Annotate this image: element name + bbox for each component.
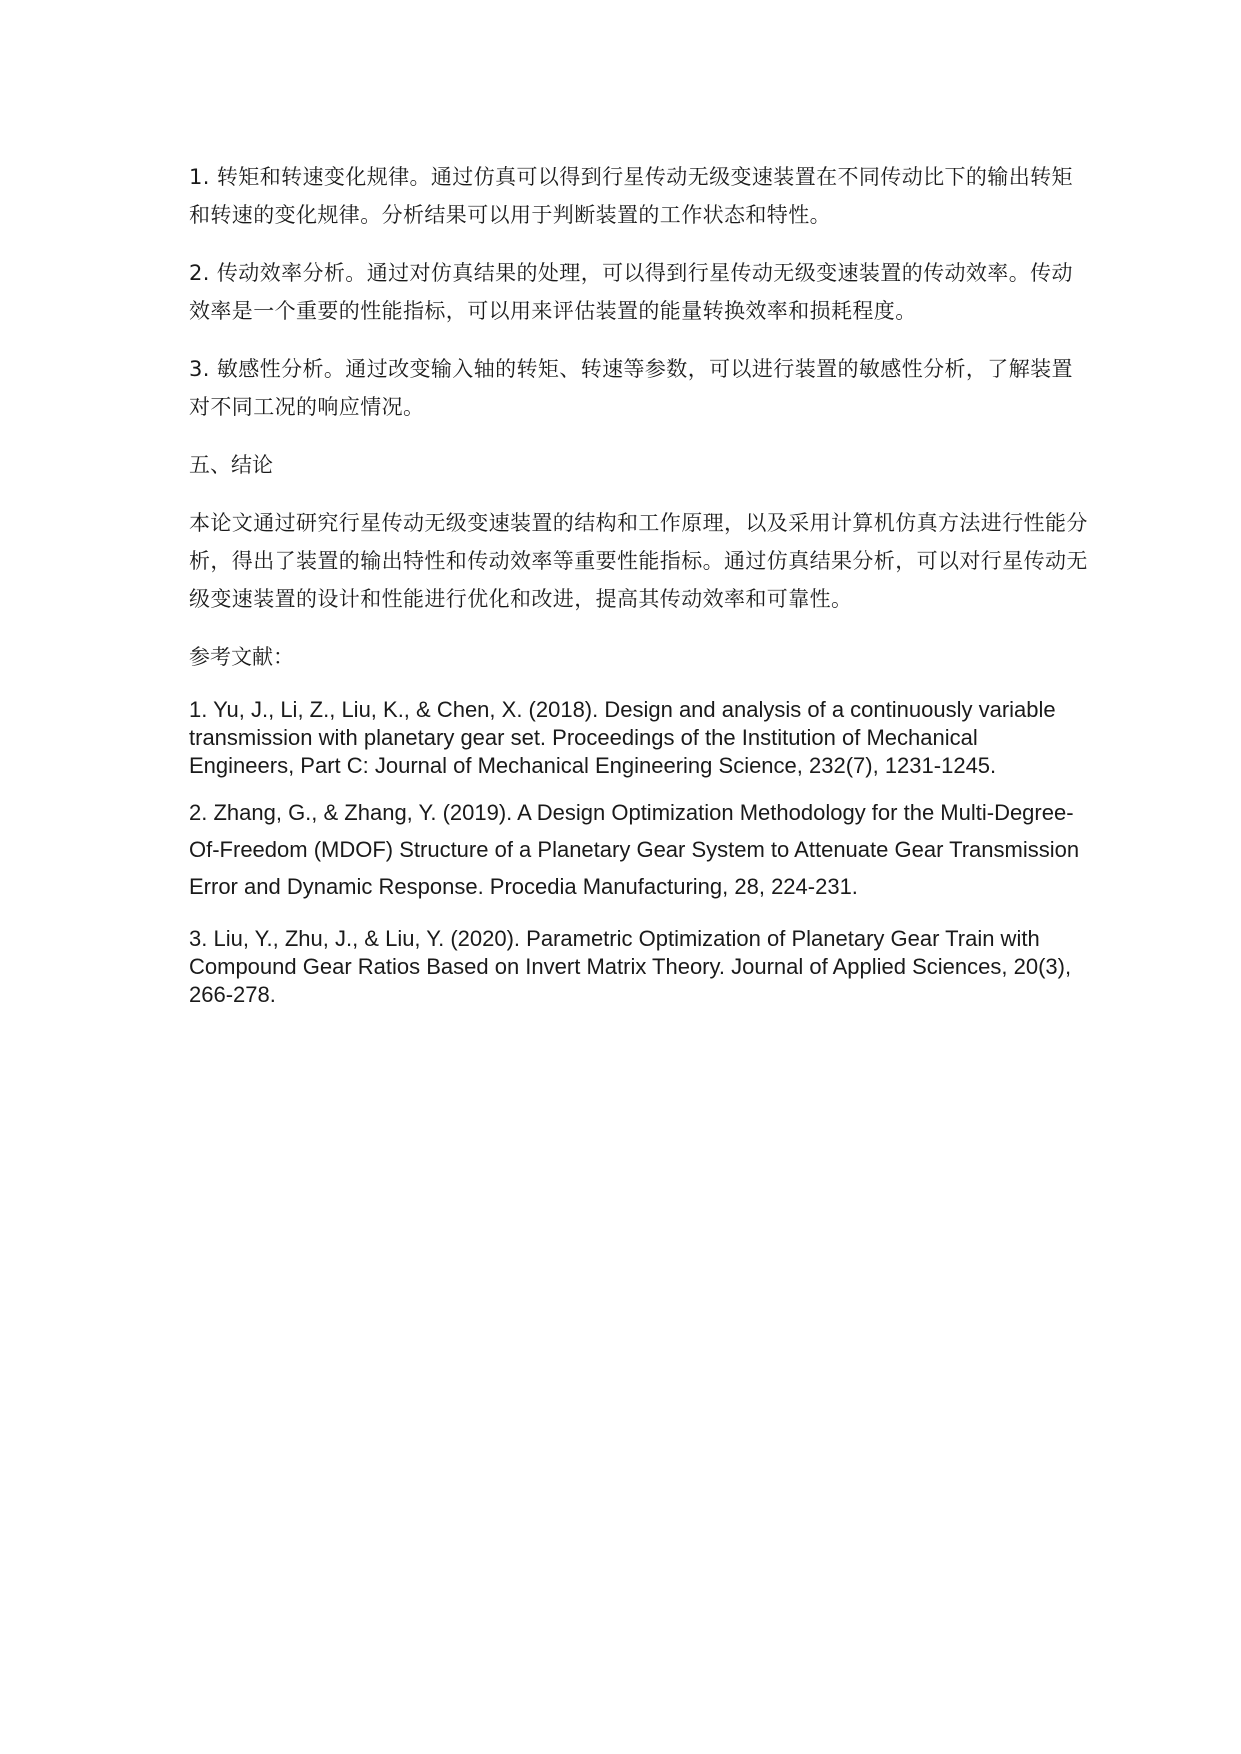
result-paragraph-torque-speed: 1. 转矩和转速变化规律。通过仿真可以得到行星传动无级变速装置在不同传动比下的输出转矩和转速的变化规律。分析结果可以用于判断装置的工作状态和特性。	[189, 165, 1073, 227]
reference-item-2: 2. Zhang, G., & Zhang, Y. (2019). A Design Optimization Methodology for the Multi-Degree-Of-Freedom (MDOF) Structure of a Planetary Gear System to Attenuate Gear Transmission Error and Dynamic Response. Procedia Manufacturing, 28, 224-231.	[189, 800, 1080, 899]
page-content	[189, 158, 1089, 1029]
reference-item-3: 3. Liu, Y., Zhu, J., & Liu, Y. (2020). Parametric Optimization of Planetary Gear Train with Compound Gear Ratios Based on Invert Matrix Theory. Journal of Applied Sciences, 20(3), 266-278.	[189, 926, 1072, 1007]
references-heading: 参考文献：	[189, 645, 294, 669]
reference-item-1: 1. Yu, J., Li, Z., Liu, K., & Chen, X. (2018). Design and analysis of a continuously variable transmission with planetary gear set. Proceedings of the Institution of Mechanical Engineers, Part C: Journal of Mechanical Engineering Science, 232(7), 1231-1245.	[189, 697, 1056, 778]
result-paragraph-sensitivity: 3. 敏感性分析。通过改变输入轴的转矩、转速等参数，可以进行装置的敏感性分析，了解装置对不同工况的响应情况。	[189, 357, 1073, 419]
conclusion-heading: 五、结论	[189, 453, 273, 477]
conclusion-paragraph: 本论文通过研究行星传动无级变速装置的结构和工作原理，以及采用计算机仿真方法进行性能分析，得出了装置的输出特性和传动效率等重要性能指标。通过仿真结果分析，可以对行星传动无级变速装置的设计和性能进行优化和改进，提高其传动效率和可靠性。	[189, 511, 1088, 611]
result-paragraph-efficiency: 2. 传动效率分析。通过对仿真结果的处理，可以得到行星传动无级变速装置的传动效率。传动效率是一个重要的性能指标，可以用来评估装置的能量转换效率和损耗程度。	[189, 261, 1073, 323]
